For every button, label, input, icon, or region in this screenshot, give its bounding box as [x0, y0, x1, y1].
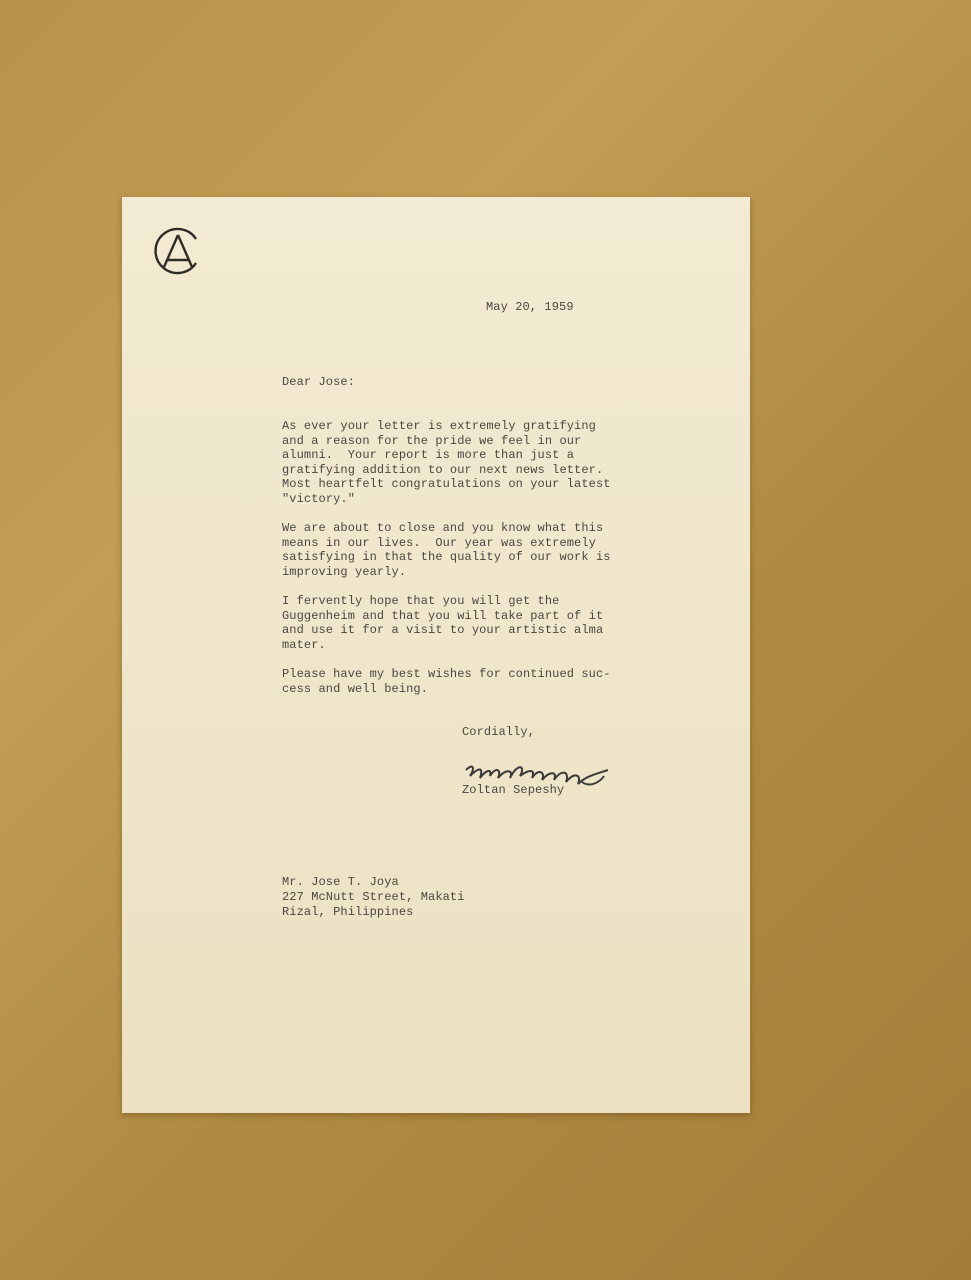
signer-name: Zoltan Sepeshy — [462, 783, 565, 797]
address-line-2: 227 McNutt Street, Makati — [282, 890, 465, 904]
cranbrook-academy-logo — [150, 223, 206, 279]
paragraph-4: Please have my best wishes for continued suc- cess and well being. — [282, 667, 611, 696]
salutation: Dear Jose: — [282, 375, 356, 389]
address-line-3: Rizal, Philippines — [282, 905, 414, 919]
paragraph-1: As ever your letter is extremely gratifying and a reason for the pride we feel in our alumni. Your report is more than just a gratifying addition to our next news letter. Most heartfelt congratulations on your latest "victory." — [282, 419, 611, 506]
paragraph-2: We are about to close and you know what this means in our lives. Our year was extremely satisfying in that the quality of our work is improving yearly. — [282, 521, 611, 579]
address-line-1: Mr. Jose T. Joya — [282, 875, 399, 889]
letter-date: May 20, 1959 — [486, 300, 574, 314]
closing: Cordially, — [462, 725, 536, 739]
paragraph-3: I fervently hope that you will get the Guggenheim and that you will take part of it and use it for a visit to your artistic alma mater. — [282, 594, 604, 652]
letter-page — [122, 197, 750, 1113]
